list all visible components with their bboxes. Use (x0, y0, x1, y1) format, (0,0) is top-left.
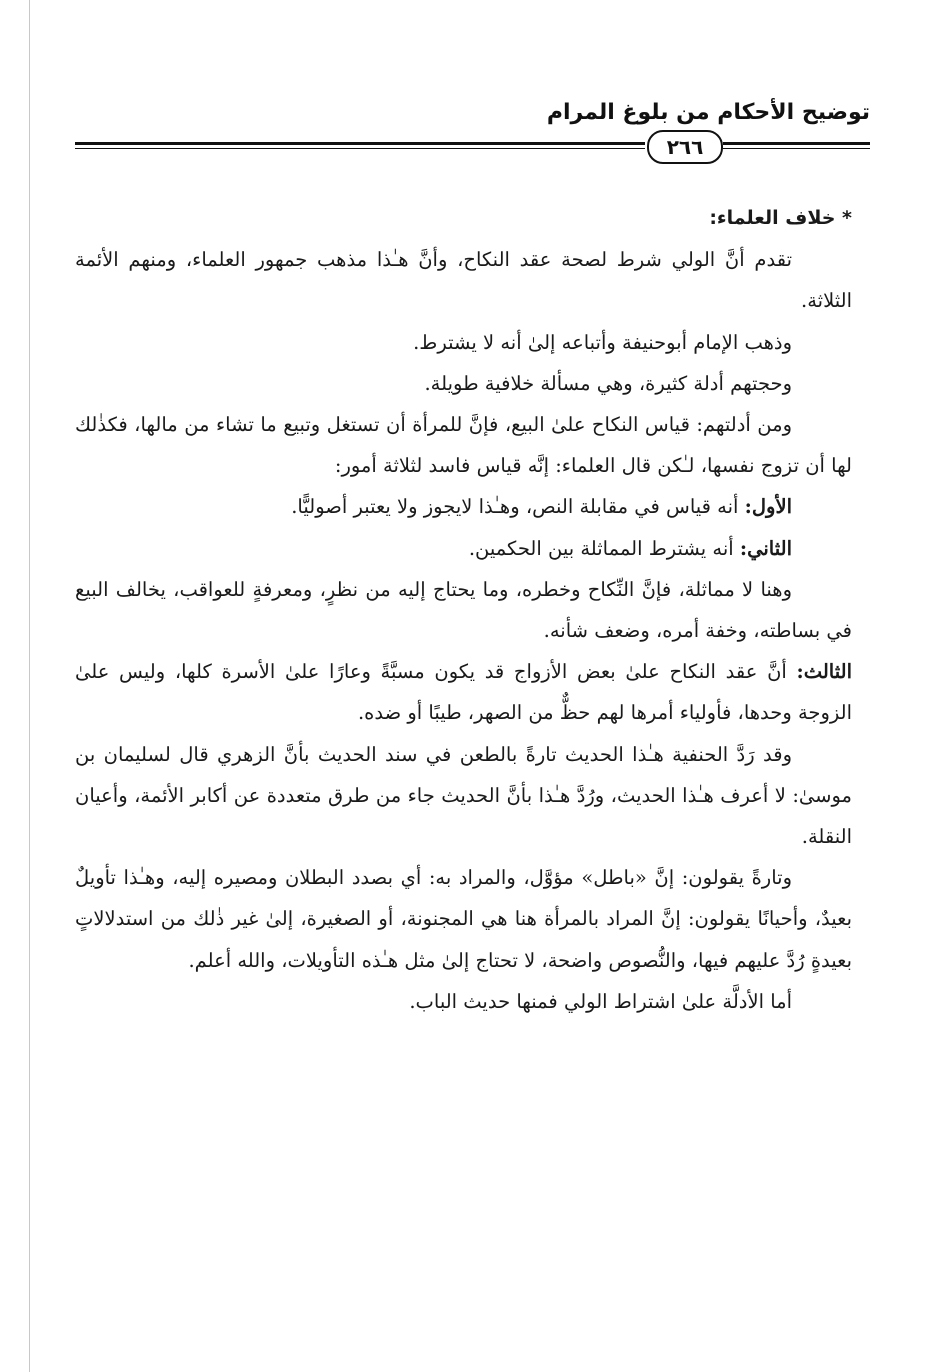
paragraph-evidence: وحجتهم أدلة كثيرة، وهي مسألة خلافية طويلة. (424, 371, 792, 395)
point-second-text: أنه يشترط المماثلة بين الحكمين. (468, 536, 740, 560)
section-heading: * خلاف العلماء: (709, 207, 852, 229)
paragraph-interpretation: وتارةً يقولون: إنَّ «باطل» مؤوَّل، والمراد به: أي بصدد البطلان ومصيره إليه، وهـٰذا تأويلٌ بعيدٌ، وأحيانًا يقولون: إنَّ المراد بالمرأة هنا هي المجنونة، أو الصغيرة، إلىٰ غير ذٰلك من استدلالاتٍ بعيدةٍ رُدَّ عليهم فيها، والنُّصوص واضحة، لا تحتاج إلىٰ مثل هـٰذه التأويلات، والله أعلم. (75, 866, 852, 972)
point-first-text: أنه قياس في مقابلة النص، وهـٰذا لايجوز ولا يعتبر أصوليًّا. (291, 495, 745, 519)
point-second-label: الثاني: (739, 536, 792, 560)
page-body (75, 198, 852, 1022)
scan-margin-line (29, 0, 30, 1372)
paragraph-no-similarity: وهنا لا مماثلة، فإنَّ النِّكاح وخطره، وما يحتاج إليه من نظرٍ، ومعرفةٍ للعواقب، يخالف البيع في بساطته، وخفة أمره، وضعف شأنه. (75, 577, 852, 643)
paragraph-hanafi-view: وذهب الإمام أبوحنيفة وأتباعه إلىٰ أنه لا يشترط. (413, 330, 792, 354)
header-rule-right-thin (723, 148, 870, 149)
page-header (75, 90, 870, 170)
paragraph-intro: تقدم أنَّ الولي شرط لصحة عقد النكاح، وأنَّ هـٰذا مذهب جمهور العلماء، ومنهم الأئمة الثلاثة. (75, 248, 852, 313)
point-third-label: الثالث: (796, 660, 852, 684)
point-first (75, 486, 852, 527)
point-second (75, 528, 852, 569)
paragraph-conclusion: أما الأدلَّة علىٰ اشتراط الولي فمنها حديث الباب. (409, 989, 792, 1013)
running-title: توضيح الأحكام من بلوغ المرام (546, 100, 870, 125)
paragraph-hanafi-rebuttal: وقد رَدَّ الحنفية هـٰذا الحديث تارةً بالطعن في سند الحديث بأنَّ الزهري قال لسليمان بن موسىٰ: لا أعرف هـٰذا الحديث، ورُدَّ هـٰذا بأنَّ الحديث جاء من طرق متعددة عن أكابر الأئمة، وأعيان النقلة. (75, 742, 852, 849)
header-rule-right (723, 142, 870, 145)
point-third-text: أنَّ عقد النكاح علىٰ بعض الأزواج قد يكون مسبَّةً وعارًا علىٰ الأسرة كلها، وليس علىٰ الزوجة وحدها، فأولياء أمرها لهم حظٌّ من الصهر، طيبًا أو ضده. (75, 660, 852, 725)
point-first-label: الأول: (744, 495, 792, 519)
paragraph-analogy: ومن أدلتهم: قياس النكاح علىٰ البيع، فإنَّ للمرأة أن تستغل وتبيع ما تشاء من مالها، فكذٰلك لها أن تزوج نفسها، لـٰكن قال العلماء: إنَّه قياس فاسد لثلاثة أمور: (75, 413, 852, 478)
header-rule-left (75, 142, 645, 145)
header-rule-left-thin (75, 148, 645, 149)
page-number: ٢٦٦ (647, 130, 723, 164)
point-third (75, 651, 852, 733)
